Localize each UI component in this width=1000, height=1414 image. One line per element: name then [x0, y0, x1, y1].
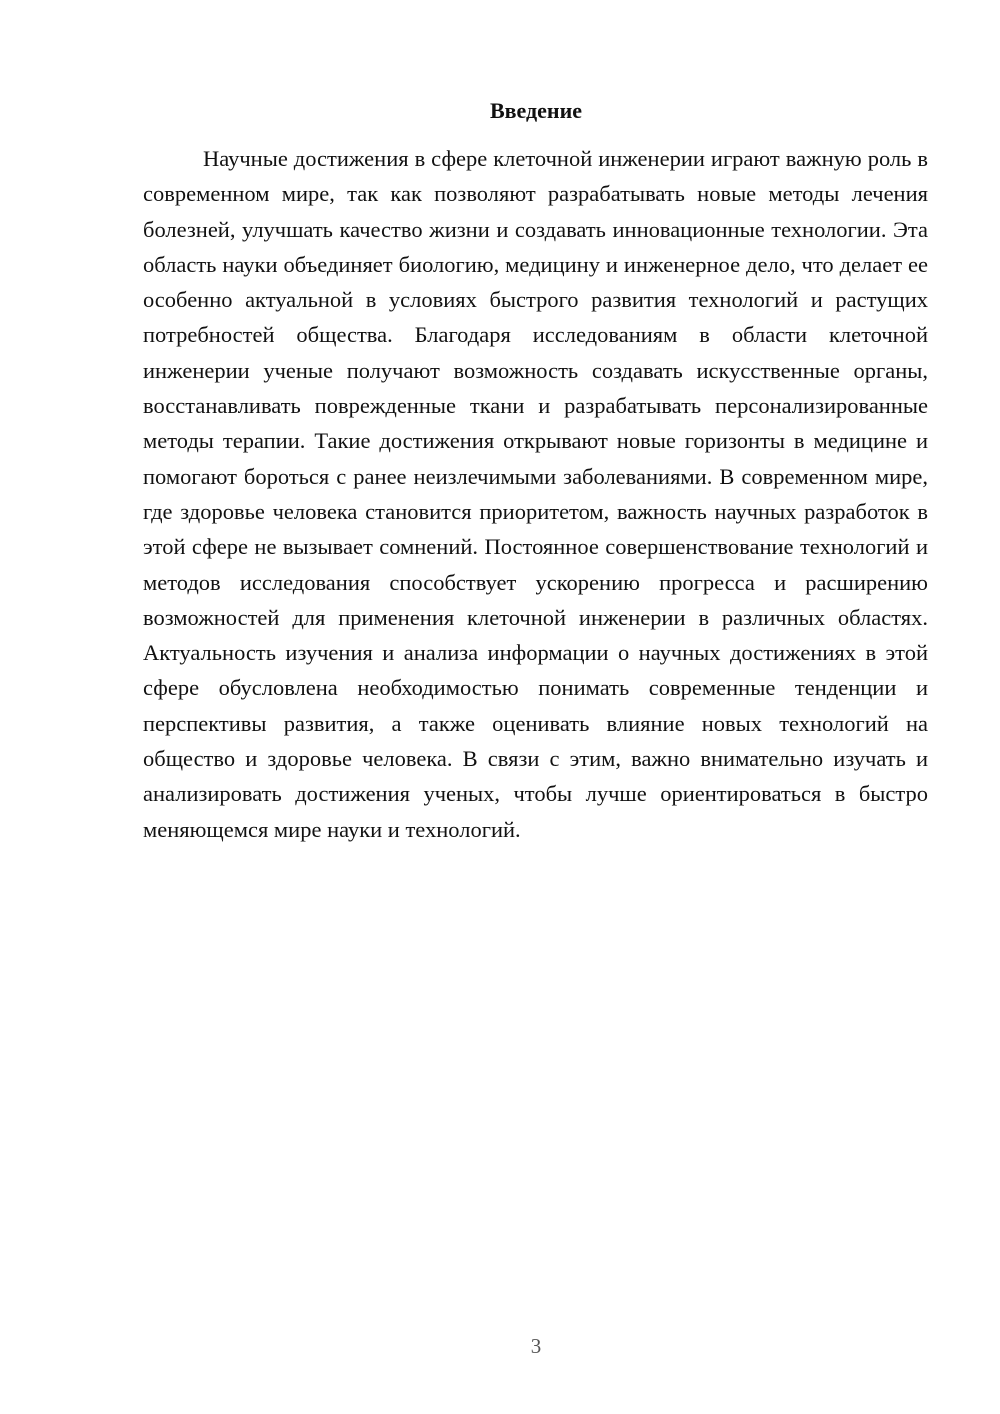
section-heading: Введение — [489, 98, 583, 123]
body-paragraph: Научные достижения в сфере клеточной инженерии играют важную роль в современном мире, так как позволяют разрабатывать новые методы лечения болезней, улучшать качество жизни и создавать инновационные технологии. Эта область науки объединяет биологию, медицину и инженерное дело, что делает ее особенно актуальной в условиях быстрого развития технологий и растущих потребностей общества. Благодаря исследованиям в области клеточной инженерии ученые получают возможность создавать искусственные органы, восстанавливать поврежденные ткани и разрабатывать персонализированные методы терапии. Такие достижения открывают новые горизонты в медицине и помогают бороться с ранее неизлечимыми заболеваниями. В современном мире, где здоровье человека становится приоритетом, важность научных разработок в этой сфере не вызывает сомнений. Постоянное совершенствование технологий и методов исследования способствует ускорению прогресса и расширению возможностей для применения клеточной инженерии в различных областях. Актуальность изучения и анализа информации о научных достижениях в этой сфере обусловлена необходимостью понимать современные тенденции и перспективы развития, а также оценивать влияние новых технологий на общество и здоровье человека. В связи с этим, важно внимательно изучать и анализировать достижения ученых, чтобы лучше ориентироваться в быстро меняющемся мире науки и технологий. — [143, 146, 928, 842]
page-number: 3 — [530, 1334, 542, 1358]
